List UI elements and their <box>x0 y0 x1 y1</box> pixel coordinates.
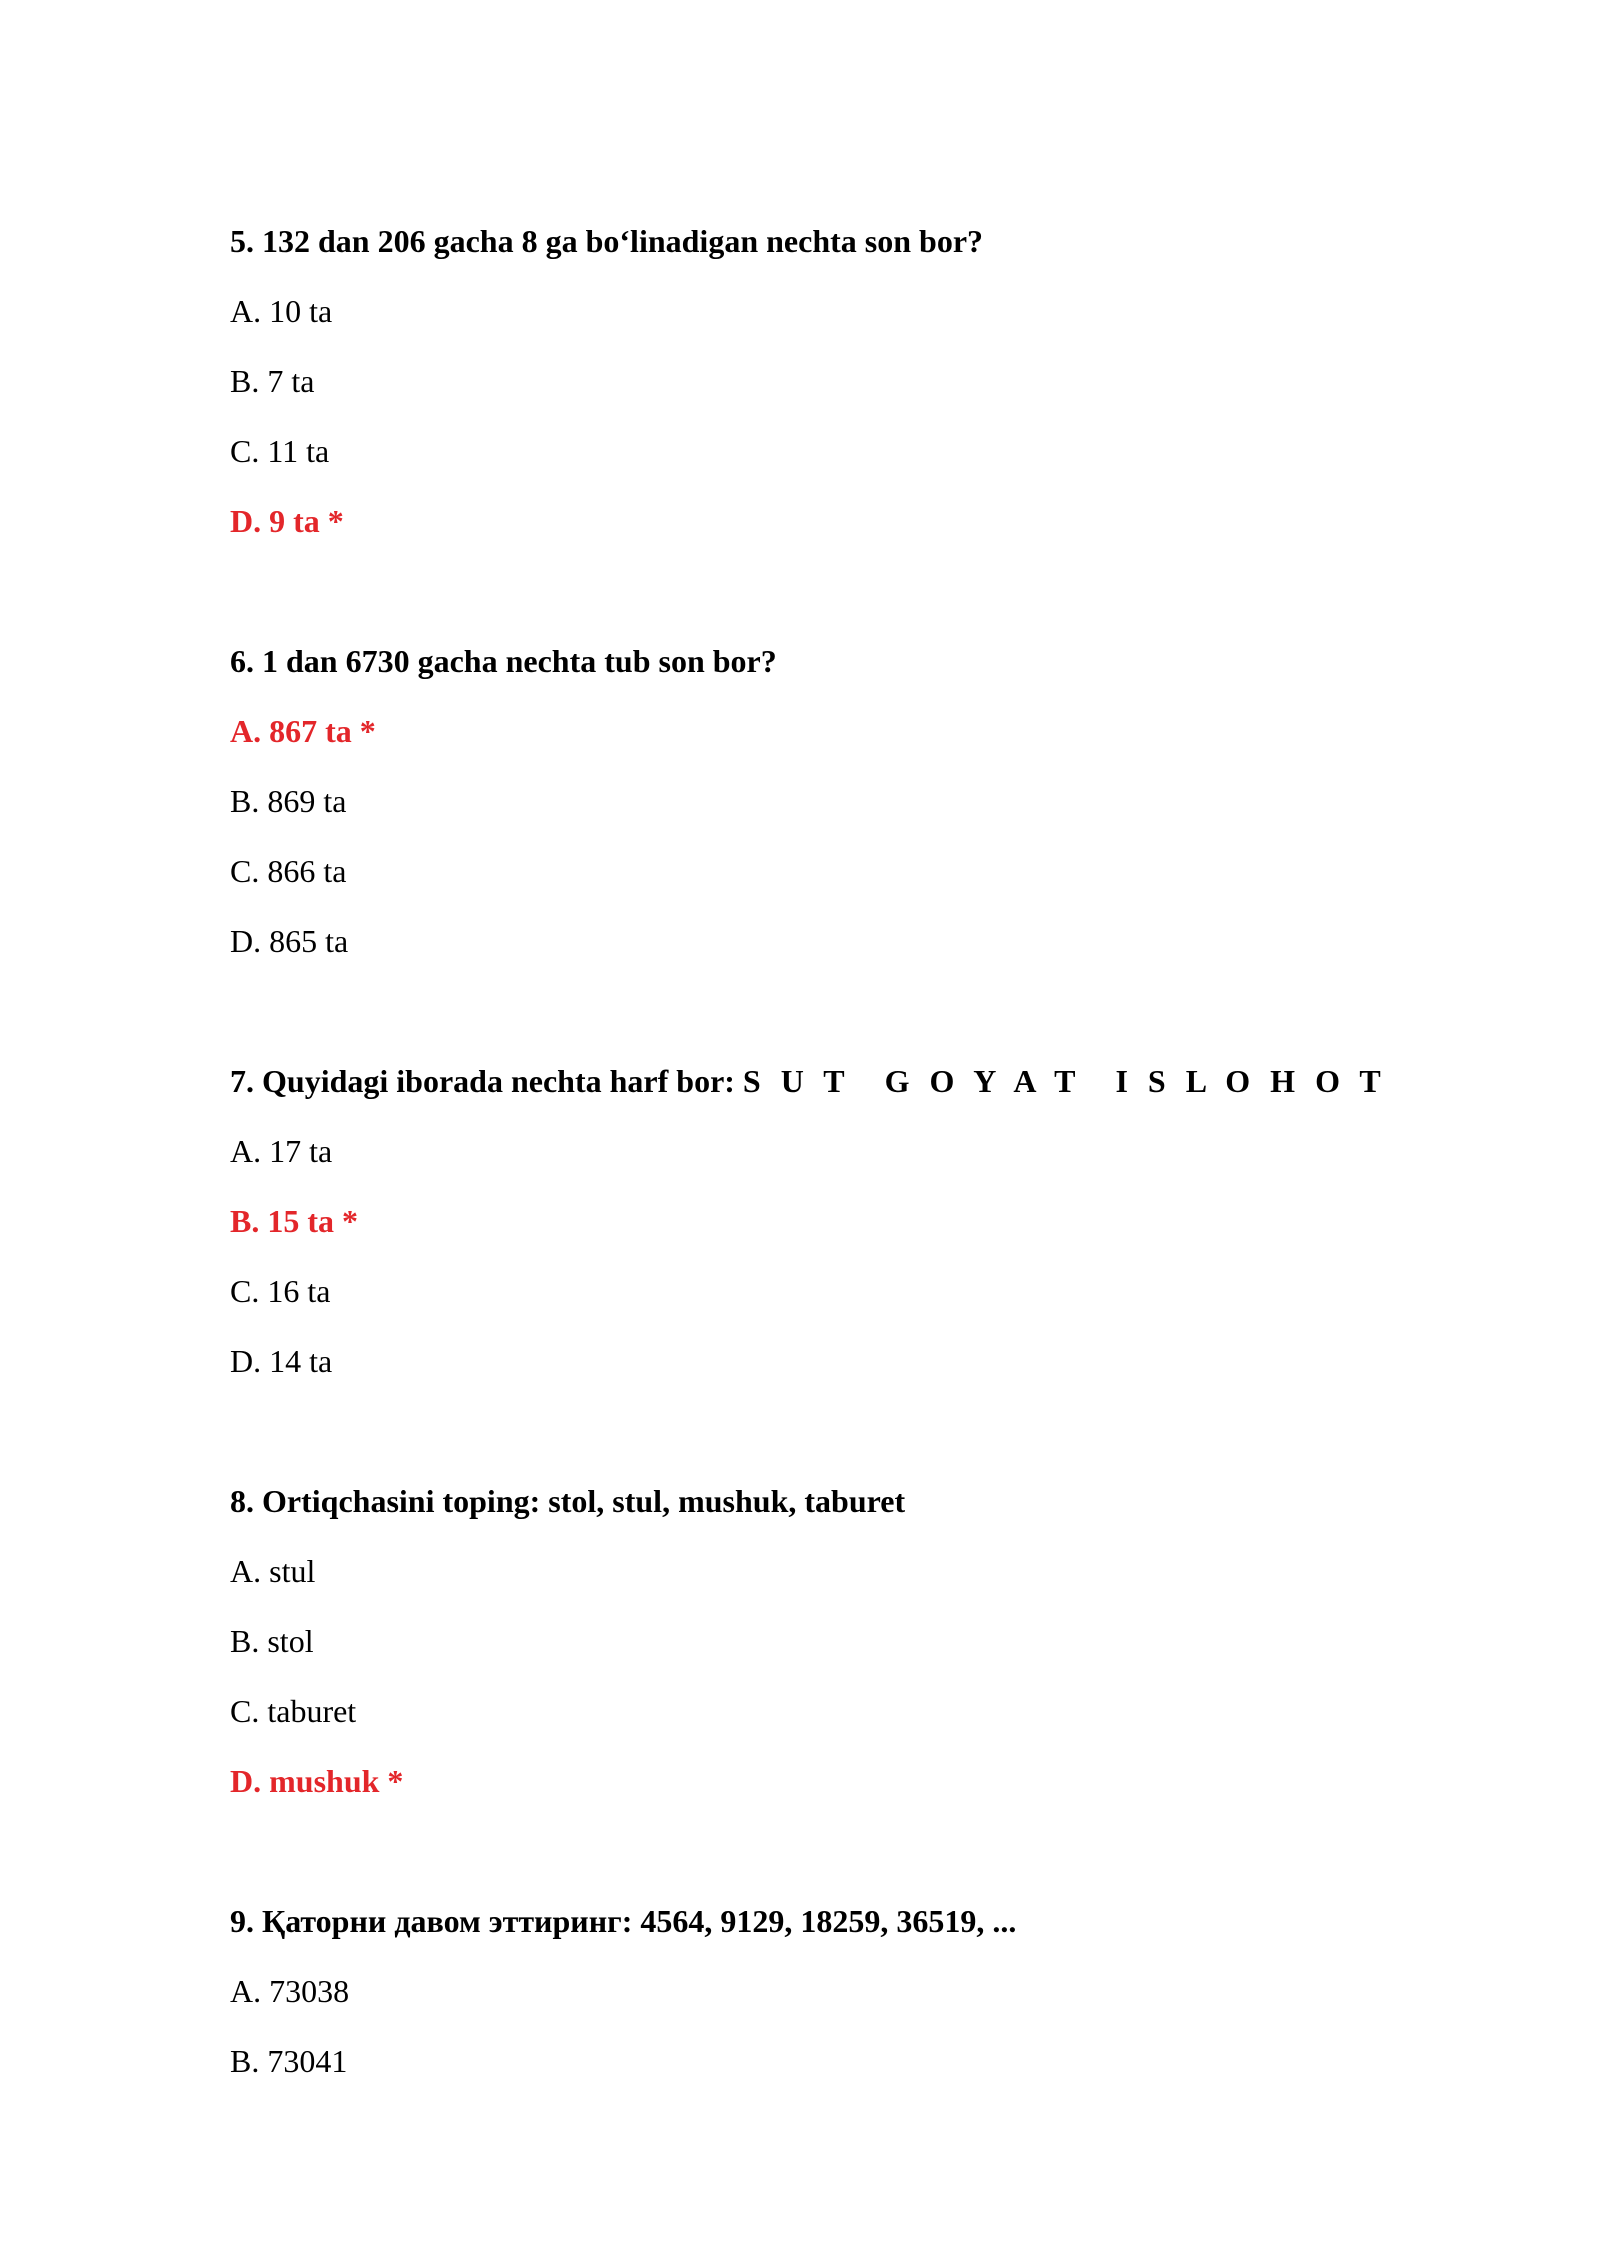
option-6d: D. 865 ta <box>230 923 349 959</box>
option-8c: C. taburet <box>230 1693 357 1729</box>
option-7c: C. 16 ta <box>230 1273 331 1309</box>
option-9b: B. 73041 <box>230 2043 348 2079</box>
question-5: 5. 132 dan 206 gacha 8 ga bo‘linadigan nechta son bor? <box>230 223 984 259</box>
question-7-word-1: S U T <box>742 1063 851 1099</box>
option-7b-correct: B. 15 ta * <box>230 1203 358 1239</box>
option-8b: B. stol <box>230 1623 314 1659</box>
option-7d: D. 14 ta <box>230 1343 333 1379</box>
question-7 <box>230 1061 1387 1101</box>
option-5b: B. 7 ta <box>230 363 315 399</box>
question-7-text: 7. Quyidagi iborada nechta harf bor: <box>230 1063 735 1099</box>
option-9a: A. 73038 <box>230 1973 350 2009</box>
option-6b: B. 869 ta <box>230 783 347 819</box>
question-7-word-3: I S L O H O T <box>1115 1063 1387 1099</box>
option-6a-correct: A. 867 ta * <box>230 713 376 749</box>
option-5c: C. 11 ta <box>230 433 330 469</box>
question-8: 8. Ortiqchasini toping: stol, stul, mushuk, taburet <box>230 1483 906 1519</box>
option-6c: C. 866 ta <box>230 853 347 889</box>
option-7a: A. 17 ta <box>230 1133 333 1169</box>
option-8d-correct: D. mushuk * <box>230 1763 404 1799</box>
option-8a: A. stul <box>230 1553 316 1589</box>
question-6: 6. 1 dan 6730 gacha nechta tub son bor? <box>230 643 777 679</box>
question-9: 9. Қаторни давом эттиринг: 4564, 9129, 18259, 36519, ... <box>230 1903 1017 1939</box>
question-7-word-2: G O Y A T <box>884 1063 1082 1099</box>
option-5d-correct: D. 9 ta * <box>230 503 344 539</box>
option-5a: A. 10 ta <box>230 293 333 329</box>
